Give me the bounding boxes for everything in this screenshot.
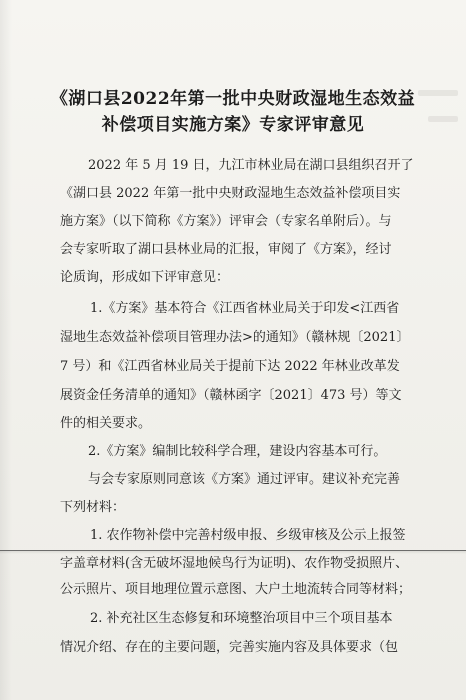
body-line: 件的相关要求。	[60, 416, 152, 431]
paper-fold-shadow	[0, 551, 466, 554]
body-line: 与会专家原则同意该《方案》通过评审。建议补充完善	[88, 472, 401, 487]
body-line: 湿地生态效益补偿项目管理办法>的通知》（赣林规〔2021〕	[60, 330, 410, 345]
body-line: 论质询，形成如下评审意见：	[60, 270, 230, 285]
body-line: 展资金任务清单的通知》（赣林函字〔2021〕473 号）等文	[60, 388, 402, 403]
document-title-line-1: 《湖口县2022年第一批中央财政湿地生态效益	[50, 89, 416, 109]
body-line: 2. 补充社区生态修复和环境整治项目中三个项目基本	[90, 611, 393, 626]
body-line: 1. 农作物补偿中完善村级申报、乡级审核及公示上报签	[90, 528, 406, 543]
body-line: 《湖口县 2022 年第一批中央财政湿地生态效益补偿项目实	[60, 186, 401, 201]
body-line: 会专家听取了湖口县林业局的汇报，审阅了《方案》，经讨	[60, 242, 392, 257]
body-line: 下列材料：	[60, 500, 126, 515]
body-line: 2022 年 5 月 19 日，九江市林业局在湖口县组织召开了	[88, 158, 414, 173]
body-line: 1.《方案》基本符合《江西省林业局关于印发<江西省	[90, 301, 400, 316]
page-edge-shadow	[0, 0, 12, 700]
body-line: 字盖章材料(含无破坏湿地候鸟行为证明)、农作物受损照片、	[60, 556, 409, 571]
body-line: 2.《方案》编制比较科学合理，建设内容基本可行。	[88, 444, 387, 459]
body-line: 施方案》（以下简称《方案》）评审会（专家名单附后）。与	[60, 214, 392, 229]
body-line: 情况介绍、存在的主要问题，完善实施内容及具体要求（包	[60, 640, 399, 655]
body-line: 7 号）和《江西省林业局关于提前下达 2022 年林业改革发	[60, 359, 400, 374]
bleed-through-mark	[428, 116, 458, 122]
body-line: 公示照片、项目地理位置示意图、大户土地流转合同等材料；	[60, 582, 412, 597]
document-title-line-2: 补偿项目实施方案》专家评审意见	[101, 115, 365, 135]
